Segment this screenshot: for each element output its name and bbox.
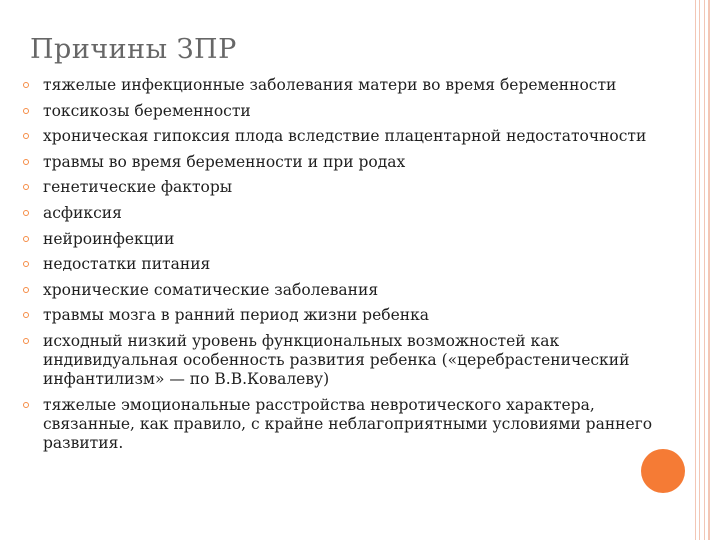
list-item xyxy=(20,204,680,223)
ring-bullet-icon xyxy=(23,133,29,139)
list-item xyxy=(20,102,680,121)
list-item xyxy=(20,255,680,274)
list-item xyxy=(20,178,680,197)
decorative-circle xyxy=(641,449,685,493)
list-item-text: недостатки питания xyxy=(43,255,211,274)
list-item-text: исходный низкий уровень функциональных возможностей как индивидуальная особенность развития ребенка («церебрастенический инфантилизм» — по В.В.Ковалеву) xyxy=(43,331,630,388)
list-item-text: токсикозы беременности xyxy=(43,101,251,120)
right-border-line xyxy=(695,0,696,540)
ring-bullet-icon xyxy=(23,184,29,190)
list-item-text: хроническая гипоксия плода вследствие плацентарной недостаточности xyxy=(43,127,647,146)
list-item xyxy=(20,76,680,95)
list-item-text: травмы во время беременности и при родах xyxy=(43,152,406,171)
ring-bullet-icon xyxy=(23,287,29,293)
list-item-text: тяжелые инфекционные заболевания матери во время беременности xyxy=(43,76,617,94)
ring-bullet-icon xyxy=(23,402,29,408)
ring-bullet-icon xyxy=(23,261,29,267)
list-item xyxy=(20,230,680,249)
ring-bullet-icon xyxy=(23,108,29,114)
ring-bullet-icon xyxy=(23,82,29,88)
list-item-text: генетические факторы xyxy=(43,178,233,197)
right-border-line xyxy=(704,0,705,540)
ring-bullet-icon xyxy=(23,236,29,242)
slide-title: Причины ЗПР xyxy=(30,34,237,65)
list-item-text: асфиксия xyxy=(43,203,122,222)
ring-bullet-icon xyxy=(23,338,29,344)
ring-bullet-icon xyxy=(23,159,29,165)
list-item-text: нейроинфекции xyxy=(43,229,175,248)
ring-bullet-icon xyxy=(23,210,29,216)
list-item xyxy=(20,281,680,300)
list-item xyxy=(20,127,680,146)
right-border-line xyxy=(699,0,700,540)
ring-bullet-icon xyxy=(23,312,29,318)
right-border-line xyxy=(708,0,710,540)
list-item-text: тяжелые эмоциональные расстройства невротического характера, связанные, как правило, с крайне неблагоприятными условиями раннего развития. xyxy=(43,395,653,452)
list-item xyxy=(20,332,680,389)
causes-list xyxy=(20,76,680,459)
list-item xyxy=(20,306,680,325)
list-item-text: хронические соматические заболевания xyxy=(43,280,379,299)
list-item xyxy=(20,153,680,172)
list-item-text: травмы мозга в ранний период жизни ребенка xyxy=(43,306,430,325)
list-item xyxy=(20,396,680,453)
